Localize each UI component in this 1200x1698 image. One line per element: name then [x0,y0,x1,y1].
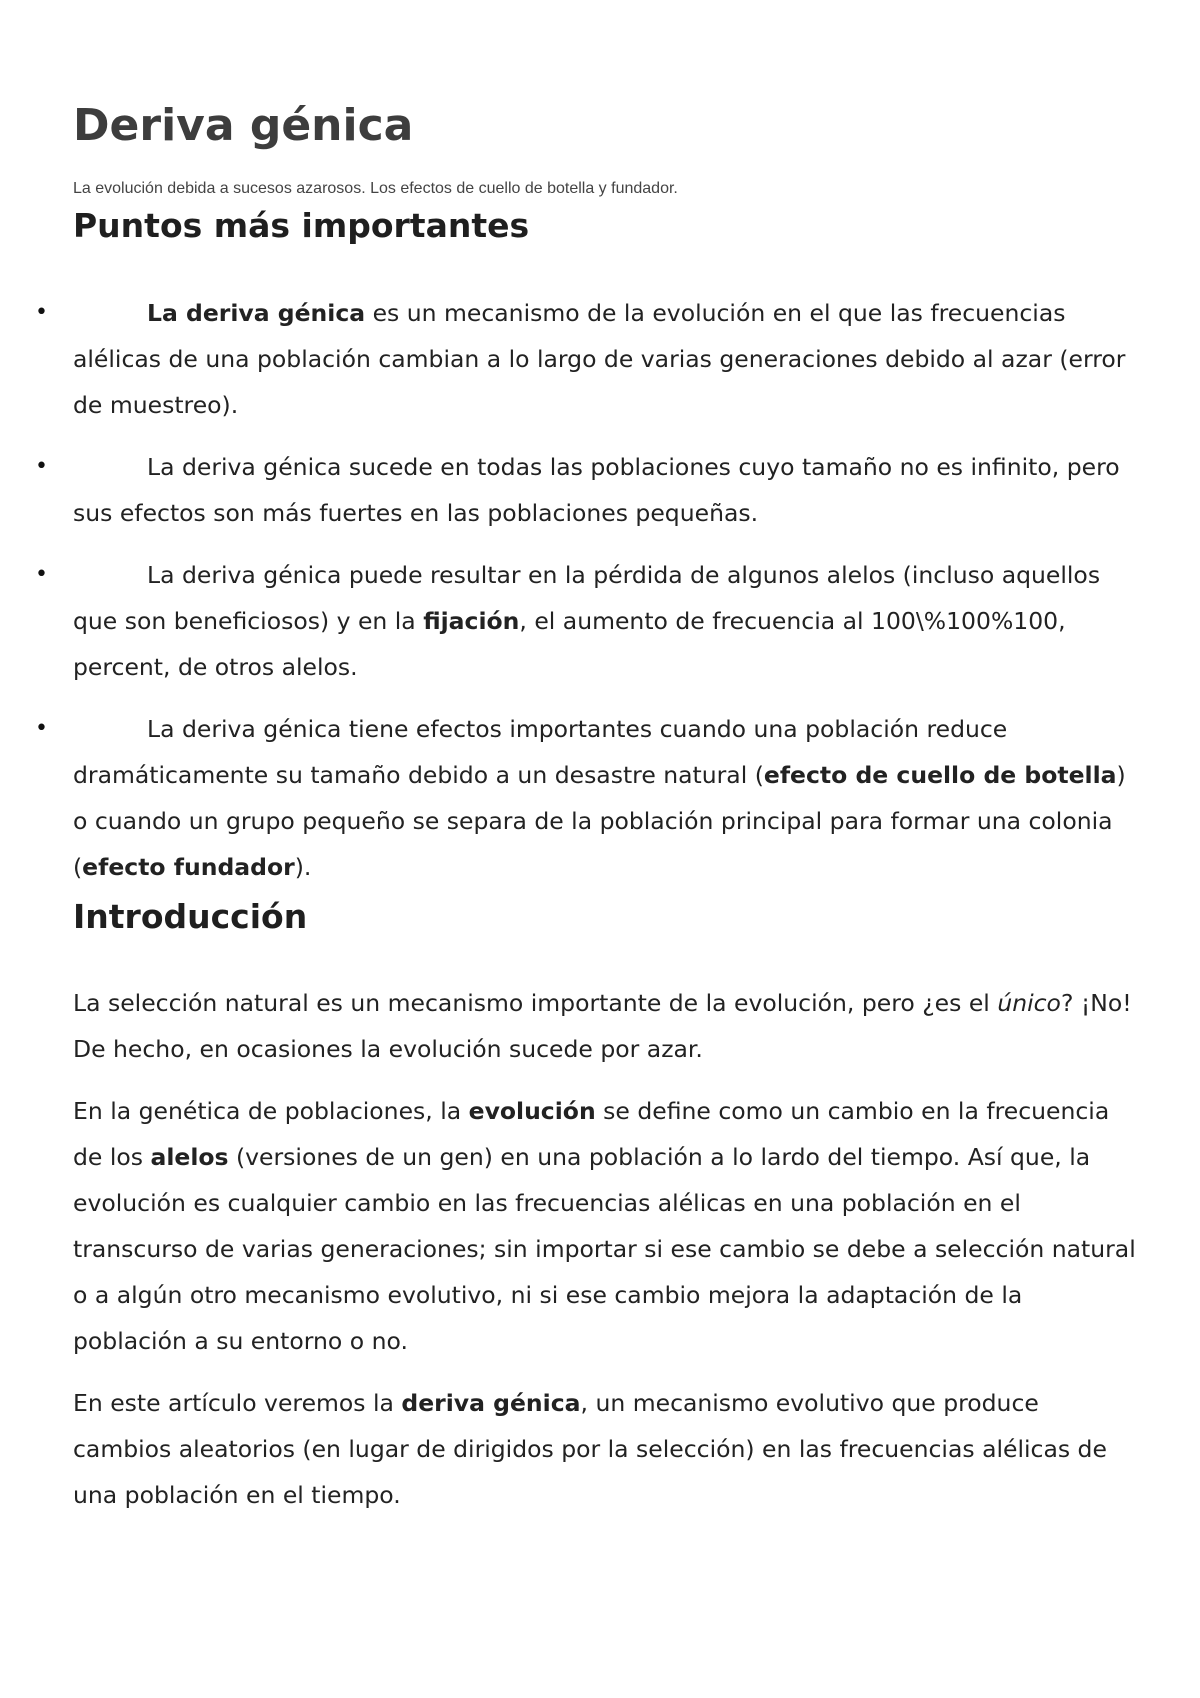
intro-heading: Introducción [73,897,308,936]
term-fijacion: fijación [423,607,520,635]
bullet-icon: • [35,716,48,741]
term-deriva-genica: La deriva génica [147,299,366,327]
paragraph-text: se define como un cambio en la frecuencia de los [73,1097,1110,1171]
list-item-text: La deriva génica sucede en todas las poblaciones cuyo tamaño no es infinito, pero sus efectos son más fuertes en las poblaciones pequeñas. [73,453,1120,527]
intro-paragraph-3 [73,1380,1143,1518]
list-item-text: ). [294,853,312,881]
bullet-icon: • [35,562,48,587]
term-evolucion: evolución [468,1097,596,1125]
paragraph-text: (versiones de un gen) en una población a lo lardo del tiempo. Así que, la evolución es cualquier cambio en las frecuencias alélicas en una población en el transcurso de varias generaciones; sin importar si ese cambio se debe a selección natural o a algún otro mecanismo evolutivo, ni si ese cambio mejora la adaptación de la población a su entorno o no. [73,1143,1136,1355]
term-efecto-cuello-botella: efecto de cuello de botella [763,761,1117,789]
bullet-icon: • [35,454,48,479]
paragraph-text: ? ¡No! De hecho, en ocasiones la evolución sucede por azar. [73,989,1132,1063]
paragraph-text: En la genética de poblaciones, la [73,1097,469,1125]
list-item [35,552,1143,690]
list-item-text: , el aumento de frecuencia al 100\%100%100, percent, de otros alelos. [73,607,1066,681]
paragraph-text: En este artículo veremos la [73,1389,402,1417]
page-subtitle: La evolución debida a sucesos azarosos. Los efectos de cuello de botella y fundador. [73,180,678,197]
list-item [35,290,1143,428]
key-points-heading: Puntos más importantes [73,206,530,245]
list-item-text: La deriva génica tiene efectos importantes cuando una población reduce dramáticamente su tamaño debido a un desastre natural ( [73,715,1008,789]
list-item-text: es un mecanismo de la evolución en el que las frecuencias alélicas de una población cambian a lo largo de varias generaciones debido al azar (error de muestreo). [73,299,1126,419]
term-deriva-genica: deriva génica [401,1389,581,1417]
list-item-text: ) o cuando un grupo pequeño se separa de la población principal para formar una colonia ( [73,761,1126,881]
list-item-text: La deriva génica puede resultar en la pérdida de algunos alelos (incluso aquellos que son beneficiosos) y en la [73,561,1101,635]
list-item [35,706,1143,890]
page-title: Deriva génica [73,100,414,151]
bullet-icon: • [35,300,48,325]
paragraph-text: La selección natural es un mecanismo importante de la evolución, pero ¿es el [73,989,998,1017]
emphasis-unico: único [997,989,1061,1017]
key-points-list [35,290,1143,906]
term-efecto-fundador: efecto fundador [82,853,295,881]
term-alelos: alelos [150,1143,229,1171]
intro-section [73,980,1143,1534]
list-item [35,444,1143,536]
paragraph-text: , un mecanismo evolutivo que produce cambios aleatorios (en lugar de dirigidos por la selección) en las frecuencias alélicas de una población en el tiempo. [73,1389,1107,1509]
intro-paragraph-2 [73,1088,1143,1364]
intro-paragraph-1 [73,980,1143,1072]
